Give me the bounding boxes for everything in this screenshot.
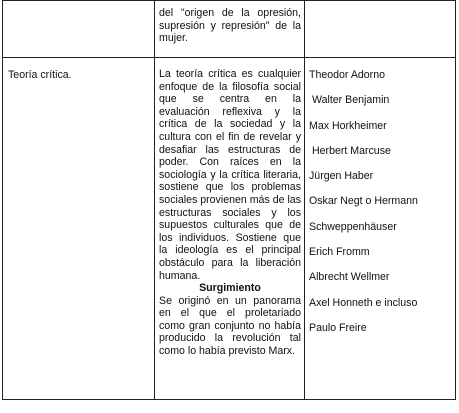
- description-cell: [155, 1, 305, 58]
- description-cell: [155, 58, 305, 400]
- content-table: [2, 0, 456, 400]
- section-heading: Surgimiento: [199, 282, 261, 295]
- table-row: [3, 1, 456, 58]
- list-item: Oskar Negt o Hermann: [309, 195, 418, 208]
- description-text: La teoría crítica es cualquier enfoque de la filosofía social que se centra en la evaluación reflexiva y la crítica de la sociedad y la cultura con el fin de revelar y desafiar las estructuras de poder. Con raíces en la sociología y la crítica literaria, sostiene que los problemas sociales provienen más de las estructuras sociales y los supuestos culturales que de los individuos. Sostiene que la ideología es el principal obstáculo para la liberación humana.: [159, 68, 301, 282]
- list-item: Erich Fromm: [309, 246, 370, 259]
- list-item: Paulo Freire: [309, 321, 367, 334]
- list-item: Jürgen Haber: [309, 170, 374, 183]
- topic-cell: [3, 58, 155, 400]
- list-item: Herbert Marcuse: [312, 144, 391, 157]
- authors-cell-empty: [305, 1, 456, 58]
- list-item: Axel Honneth e incluso: [309, 296, 418, 309]
- authors-list: [305, 58, 455, 347]
- list-item: Schweppenhäuser: [309, 220, 397, 233]
- list-item: Theodor Adorno: [309, 69, 385, 81]
- authors-cell: [305, 58, 456, 400]
- topic-cell-empty: [3, 1, 155, 58]
- topic-label: Teoría crítica.: [8, 69, 72, 81]
- origin-text: Se originó en un panorama en el que el proletariado como gran conjunto no había producido la revolución tal como lo había previsto Marx.: [159, 294, 301, 358]
- table-row: [3, 58, 456, 400]
- list-item: Max Horkheimer: [309, 119, 387, 132]
- list-item: Albrecht Wellmer: [309, 271, 390, 284]
- description-text: del "origen de la opresión, supresión y represión" de la mujer.: [159, 7, 301, 45]
- list-item: Walter Benjamin: [312, 94, 390, 107]
